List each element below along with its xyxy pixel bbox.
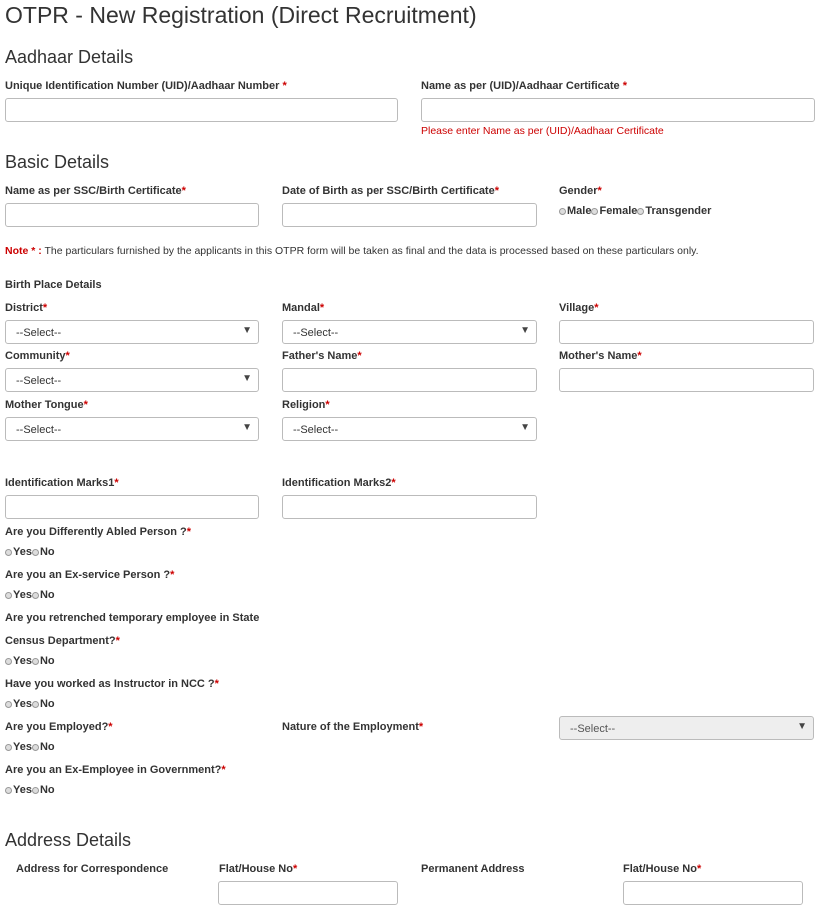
father-input[interactable] (282, 368, 537, 392)
section-basic: Basic Details (5, 152, 110, 172)
chevron-down-icon: ▼ (242, 422, 252, 433)
note: Note * : The particulars furnished by the applicants in this OTPR form will be taken as final and the data is processed based on these particulars only. (5, 245, 699, 257)
community-label: Community* (5, 350, 70, 362)
district-select[interactable]: --Select-- ▼ (5, 320, 259, 344)
nature-label: Nature of the Employment* (282, 721, 424, 733)
retrenched-yes-radio[interactable] (5, 658, 12, 665)
gender-female-label: Female (599, 205, 638, 217)
ssc-name-label: Name as per SSC/Birth Certificate* (5, 185, 186, 197)
employed-no-radio[interactable] (32, 744, 39, 751)
flat2-label: Flat/House No* (623, 863, 702, 875)
mandal-select[interactable]: --Select-- ▼ (282, 320, 537, 344)
tongue-label: Mother Tongue* (5, 399, 88, 411)
id-marks2-input[interactable] (282, 495, 537, 519)
yes-label: Yes (13, 589, 32, 601)
ncc-no-radio[interactable] (32, 701, 39, 708)
id-marks2-label: Identification Marks2* (282, 477, 396, 489)
flat1-input[interactable] (218, 881, 398, 905)
ncc-yes-radio[interactable] (5, 701, 12, 708)
religion-select[interactable]: --Select-- ▼ (282, 417, 537, 441)
gender-male-radio[interactable] (559, 208, 566, 215)
tongue-select[interactable]: --Select-- ▼ (5, 417, 259, 441)
ssc-name-input[interactable] (5, 203, 259, 227)
exemployee-yes-radio[interactable] (5, 787, 12, 794)
no-label: No (39, 589, 55, 601)
disabled-yes-radio[interactable] (5, 549, 12, 556)
q-retrenched-label-2: Census Department?* (5, 635, 120, 647)
community-select[interactable]: --Select-- ▼ (5, 368, 259, 392)
disabled-no-radio[interactable] (32, 549, 39, 556)
q-exservice-options (5, 589, 55, 601)
gender-female-radio[interactable] (591, 208, 598, 215)
district-label: District* (5, 302, 48, 314)
q-employed-label: Are you Employed?* (5, 721, 113, 733)
gender-male-label: Male (567, 205, 592, 217)
id-marks1-input[interactable] (5, 495, 259, 519)
correspondence-label: Address for Correspondence (16, 863, 169, 875)
mother-label: Mother's Name* (559, 350, 642, 362)
section-address: Address Details (5, 830, 132, 850)
flat2-input[interactable] (623, 881, 803, 905)
permanent-label: Permanent Address (421, 863, 525, 875)
uid-input[interactable] (5, 98, 398, 122)
aadhaar-name-label: Name as per (UID)/Aadhaar Certificate * (421, 80, 628, 92)
no-label: No (39, 546, 55, 558)
q-disabled-label: Are you Differently Abled Person ?* (5, 526, 192, 538)
dob-label: Date of Birth as per SSC/Birth Certificate* (282, 185, 499, 197)
q-ncc-options (5, 698, 55, 710)
q-employed-options (5, 741, 55, 753)
q-retrenched-options (5, 655, 55, 667)
employed-yes-radio[interactable] (5, 744, 12, 751)
chevron-down-icon: ▼ (797, 721, 807, 732)
exservice-yes-radio[interactable] (5, 592, 12, 599)
exservice-no-radio[interactable] (32, 592, 39, 599)
yes-label: Yes (13, 698, 32, 710)
retrenched-no-radio[interactable] (32, 658, 39, 665)
yes-label: Yes (13, 784, 32, 796)
village-label: Village* (559, 302, 599, 314)
q-disabled-options (5, 546, 55, 558)
uid-label: Unique Identification Number (UID)/Aadhaar Number * (5, 80, 287, 92)
q-exservice-label: Are you an Ex-service Person ?* (5, 569, 175, 581)
no-label: No (39, 784, 55, 796)
yes-label: Yes (13, 546, 32, 558)
id-marks1-label: Identification Marks1* (5, 477, 119, 489)
chevron-down-icon: ▼ (520, 422, 530, 433)
chevron-down-icon: ▼ (520, 325, 530, 336)
q-exemployee-label: Are you an Ex-Employee in Government?* (5, 764, 226, 776)
village-input[interactable] (559, 320, 814, 344)
religion-label: Religion* (282, 399, 330, 411)
birth-place-heading: Birth Place Details (5, 279, 102, 291)
gender-options (559, 205, 711, 217)
flat1-label: Flat/House No* (219, 863, 298, 875)
no-label: No (39, 698, 55, 710)
nature-select[interactable]: --Select-- ▼ (559, 716, 814, 740)
aadhaar-name-input[interactable] (421, 98, 815, 122)
exemployee-no-radio[interactable] (32, 787, 39, 794)
gender-transgender-label: Transgender (645, 205, 712, 217)
q-exemployee-options (5, 784, 55, 796)
gender-label: Gender* (559, 185, 602, 197)
no-label: No (39, 655, 55, 667)
chevron-down-icon: ▼ (242, 325, 252, 336)
q-retrenched-label-1: Are you retrenched temporary employee in State (5, 612, 260, 624)
dob-input[interactable] (282, 203, 537, 227)
chevron-down-icon: ▼ (242, 373, 252, 384)
no-label: No (39, 741, 55, 753)
mother-input[interactable] (559, 368, 814, 392)
page-title: OTPR - New Registration (Direct Recruitment) (5, 2, 477, 28)
yes-label: Yes (13, 655, 32, 667)
gender-transgender-radio[interactable] (637, 208, 644, 215)
father-label: Father's Name* (282, 350, 362, 362)
mandal-label: Mandal* (282, 302, 325, 314)
q-ncc-label: Have you worked as Instructor in NCC ?* (5, 678, 219, 690)
section-aadhaar: Aadhaar Details (5, 47, 134, 67)
aadhaar-name-error: Please enter Name as per (UID)/Aadhaar Certificate (421, 125, 664, 137)
yes-label: Yes (13, 741, 32, 753)
